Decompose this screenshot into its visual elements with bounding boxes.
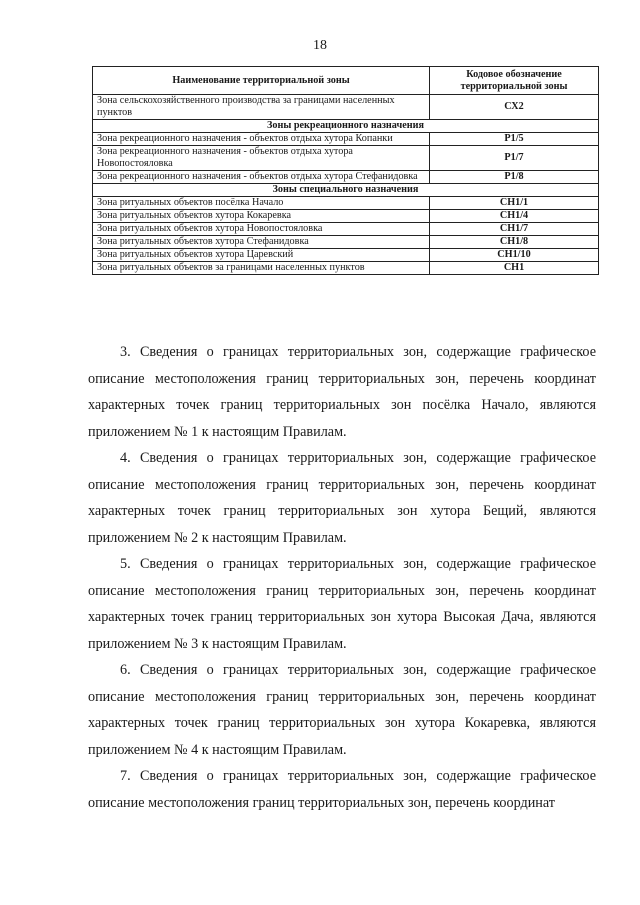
zone-code-cell: Р1/8 (430, 171, 599, 184)
header-zone-code: Кодовое обозначение территориальной зоны (430, 67, 599, 95)
zone-name-cell: Зона рекреационного назначения - объектов отдыха хутора Новопостояловка (93, 146, 430, 171)
table-row (93, 95, 599, 120)
zone-name-cell: Зона сельскохозяйственного производства за границами населенных пунктов (93, 95, 430, 120)
zone-code-cell: СН1/4 (430, 210, 599, 223)
paragraph: 6. Сведения о границах территориальных зон, содержащие графическое описание местоположения границ территориальных зон, перечень координат характерных точек границ территориальных зон хутора Кокаревка, являются приложением № 4 к настоящим Правилам. (88, 662, 596, 758)
table-group-row (93, 120, 599, 133)
zone-name-cell: Зона рекреационного назначения - объектов отдыха хутора Стефанидовка (93, 171, 430, 184)
table-row (93, 262, 599, 275)
group-heading: Зоны специального назначения (93, 184, 599, 197)
zone-name-cell: Зона ритуальных объектов за границами населенных пунктов (93, 262, 430, 275)
header-zone-name: Наименование территориальной зоны (93, 67, 430, 95)
table-row (93, 223, 599, 236)
zone-code-cell: СН1/1 (430, 197, 599, 210)
table-group-row (93, 184, 599, 197)
table-row (93, 171, 599, 184)
zone-code-cell: СН1/7 (430, 223, 599, 236)
zone-code-cell: Р1/7 (430, 146, 599, 171)
page-number: 18 (313, 38, 327, 53)
territorial-zones-table (92, 66, 599, 275)
zone-code-cell: Р1/5 (430, 133, 599, 146)
zone-name-cell: Зона ритуальных объектов хутора Царевский (93, 249, 430, 262)
zone-code-cell: СХ2 (430, 95, 599, 120)
zone-name-cell: Зона ритуальных объектов хутора Кокаревка (93, 210, 430, 223)
body-text (88, 339, 596, 816)
zone-code-cell: СН1/8 (430, 236, 599, 249)
group-heading: Зоны рекреационного назначения (93, 120, 599, 133)
paragraph: 3. Сведения о границах территориальных зон, содержащие графическое описание местоположения границ территориальных зон, перечень координат характерных точек границ территориальных зон посёлка Начало, являются приложением № 1 к настоящим Правилам. (88, 344, 596, 440)
table-row (93, 210, 599, 223)
paragraph: 7. Сведения о границах территориальных зон, содержащие графическое описание местоположения границ территориальных зон, перечень координат (88, 768, 596, 811)
table-row (93, 249, 599, 262)
table-row (93, 236, 599, 249)
zone-code-cell: СН1 (430, 262, 599, 275)
table-header-row (93, 67, 599, 95)
zone-name-cell: Зона ритуальных объектов хутора Стефанидовка (93, 236, 430, 249)
table-row (93, 133, 599, 146)
table-row (93, 197, 599, 210)
table-row (93, 146, 599, 171)
zone-name-cell: Зона ритуальных объектов посёлка Начало (93, 197, 430, 210)
zone-code-cell: СН1/10 (430, 249, 599, 262)
zone-name-cell: Зона ритуальных объектов хутора Новопостояловка (93, 223, 430, 236)
zone-name-cell: Зона рекреационного назначения - объектов отдыха хутора Копанки (93, 133, 430, 146)
paragraph: 5. Сведения о границах территориальных зон, содержащие графическое описание местоположения границ территориальных зон, перечень координат характерных точек границ территориальных зон хутора Высокая Дача, являются приложением № 3 к настоящим Правилам. (88, 556, 596, 652)
paragraph: 4. Сведения о границах территориальных зон, содержащие графическое описание местоположения границ территориальных зон, перечень координат характерных точек границ территориальных зон хутора Бещий, являются приложением № 2 к настоящим Правилам. (88, 450, 596, 546)
table-body (93, 95, 599, 275)
